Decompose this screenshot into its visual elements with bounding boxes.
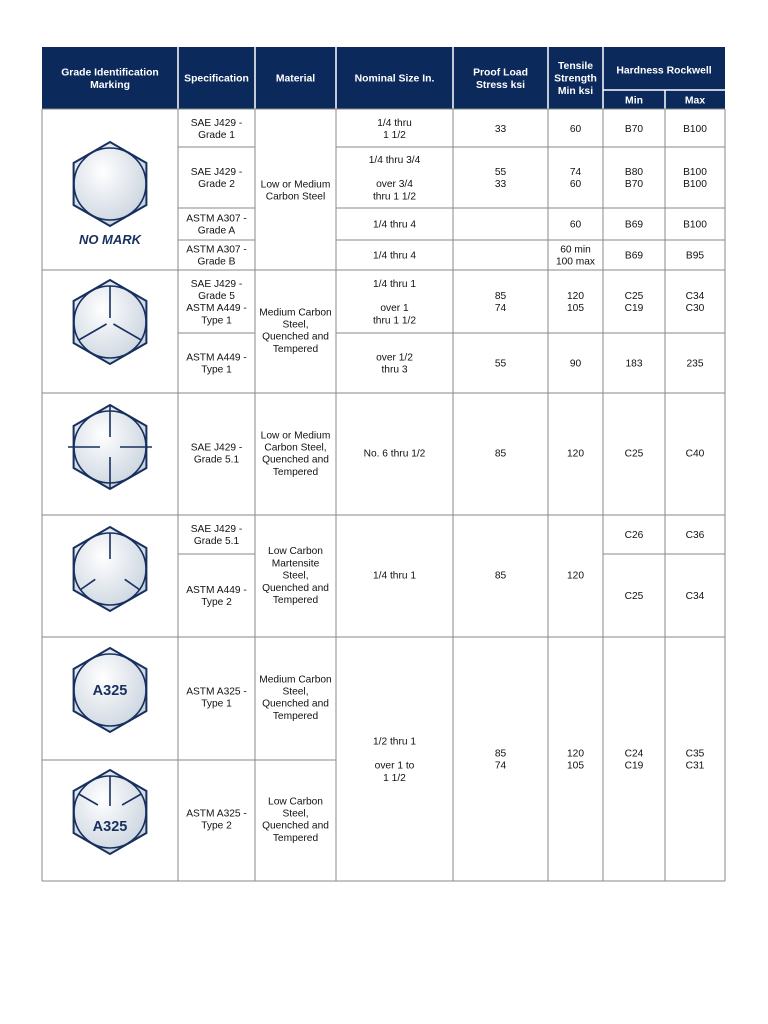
hardness-min-cell: C25 <box>624 290 644 302</box>
material-cell: Low Carbon <box>268 796 323 808</box>
hardness-max-cell: C36 <box>685 530 705 542</box>
material-cell: Quenched and <box>262 331 329 343</box>
hardness-min-cell: B80 <box>624 166 644 178</box>
specification-cell: Type 1 <box>201 364 232 376</box>
material-cell: Carbon Steel <box>265 191 326 203</box>
specification-cell: Grade 5.1 <box>193 536 240 548</box>
nominal-size-cell: over 1 to <box>374 760 415 772</box>
specification-cell: ASTM A449 - <box>186 584 247 596</box>
nominal-size-cell: 1 1/2 <box>383 130 406 142</box>
hardness-min-cell: C19 <box>624 760 644 772</box>
nominal-size-cell: over 1/2 <box>376 352 413 364</box>
header-proof-load: Stress ksi <box>475 79 526 91</box>
specification-cell: ASTM A307 - <box>186 213 247 225</box>
specification-cell: Grade A <box>197 225 236 237</box>
specification-cell: Type 2 <box>201 820 232 832</box>
hardness-min-cell: C24 <box>624 748 644 760</box>
tensile-cell: 120 <box>567 570 584 582</box>
tensile-cell: 105 <box>567 760 584 772</box>
specification-cell: SAE J429 - <box>190 278 243 290</box>
nominal-size-cell: 1/4 thru 1 <box>372 278 417 290</box>
proof-load-cell: 85 <box>494 570 507 582</box>
bolt-head-hex-icon <box>74 142 147 226</box>
material-cell: Quenched and <box>262 820 329 832</box>
material-cell: Quenched and <box>262 582 329 594</box>
proof-load-cell: 55 <box>494 166 507 178</box>
hardness-min-cell: C26 <box>624 530 644 542</box>
tensile-cell: 120 <box>567 448 584 460</box>
header-tensile-strength: Tensile <box>557 61 594 73</box>
a325-mark-label: A325 <box>92 819 128 835</box>
hardness-max-cell: C34 <box>685 591 705 603</box>
nominal-size-cell: thru 3 <box>381 364 408 376</box>
material-cell: Quenched and <box>262 698 329 710</box>
tensile-cell: 120 <box>567 290 584 302</box>
header-specification: Specification <box>184 73 249 85</box>
nominal-size-cell: thru 1 1/2 <box>372 315 417 327</box>
material-cell: Low or Medium <box>260 430 331 442</box>
header-nominal-size: Nominal Size In. <box>354 73 435 85</box>
nominal-size-cell: over 1 <box>380 303 409 315</box>
header-tensile-strength: Strength <box>554 73 597 85</box>
material-cell: Medium Carbon <box>259 307 332 319</box>
material-cell: Steel, <box>282 570 309 582</box>
specification-cell: Grade 1 <box>198 130 235 142</box>
header-material: Material <box>275 73 316 85</box>
proof-load-cell: 33 <box>494 179 507 191</box>
hardness-min-cell: C25 <box>624 448 644 460</box>
hardness-max-cell: B100 <box>683 179 707 191</box>
specification-cell: Type 2 <box>201 597 232 609</box>
header-hardness-rockwell: Hardness Rockwell <box>616 65 712 77</box>
material-cell: Low Carbon <box>268 546 323 558</box>
specification-cell: ASTM A307 - <box>186 244 247 256</box>
material-cell: Tempered <box>272 832 319 844</box>
nominal-size-cell: over 3/4 <box>376 179 413 191</box>
hardness-max-cell: 235 <box>686 358 704 370</box>
nominal-size-cell: thru 1 1/2 <box>372 191 417 203</box>
header-hardness-min: Min <box>625 95 643 107</box>
specification-cell: ASTM A325 - <box>186 808 247 820</box>
tensile-cell: 105 <box>567 303 584 315</box>
proof-load-cell: 85 <box>494 290 507 302</box>
proof-load-cell: 85 <box>494 448 507 460</box>
hardness-max-cell: B100 <box>683 219 707 231</box>
specification-cell: Grade 2 <box>198 179 235 191</box>
tensile-cell: 60 <box>569 179 582 191</box>
specification-cell: ASTM A449 - <box>186 352 247 364</box>
nominal-size-cell: 1/4 thru 4 <box>372 250 417 262</box>
nominal-size-cell: 1/4 thru <box>377 117 412 129</box>
hardness-min-cell: B69 <box>624 250 644 262</box>
material-cell: Tempered <box>272 466 319 478</box>
proof-load-cell: 74 <box>494 760 507 772</box>
specification-cell: Grade B <box>197 256 236 268</box>
hardness-max-cell: B100 <box>683 124 707 136</box>
material-cell: Steel, <box>282 808 309 820</box>
header-hardness-max: Max <box>684 95 706 107</box>
material-cell: Medium Carbon <box>259 674 332 686</box>
proof-load-cell: 74 <box>494 303 507 315</box>
material-cell: Tempered <box>272 343 319 355</box>
specification-cell: SAE J429 - <box>190 117 243 129</box>
tensile-cell: 90 <box>569 358 582 370</box>
proof-load-cell: 33 <box>494 124 507 136</box>
material-cell: Carbon Steel, <box>264 442 327 454</box>
nominal-size-cell: 1/4 thru 4 <box>372 219 417 231</box>
hardness-min-cell: B69 <box>624 219 644 231</box>
hardness-min-cell: 183 <box>625 358 643 370</box>
hardness-max-cell: C34 <box>685 290 705 302</box>
header-grade-identification: Grade Identification <box>61 67 159 79</box>
specification-cell: Type 1 <box>201 698 232 710</box>
specification-cell: SAE J429 - <box>190 166 243 178</box>
specification-cell: ASTM A449 - <box>186 303 247 315</box>
tensile-cell: 60 min <box>560 244 591 256</box>
specification-cell: Type 1 <box>201 315 232 327</box>
proof-load-cell: 85 <box>494 748 507 760</box>
hardness-max-cell: C40 <box>685 448 705 460</box>
specification-cell: ASTM A325 - <box>186 686 247 698</box>
nominal-size-cell: 1/2 thru 1 <box>372 736 417 748</box>
hardness-max-cell: C31 <box>685 760 705 772</box>
specification-cell: Grade 5 <box>198 290 235 302</box>
material-cell: Quenched and <box>262 454 329 466</box>
specification-cell: Grade 5.1 <box>193 454 240 466</box>
hardness-min-cell: C25 <box>624 591 644 603</box>
hardness-max-cell: B100 <box>683 166 707 178</box>
header-grade-identification: Marking <box>90 79 130 91</box>
material-cell: Tempered <box>272 594 319 606</box>
tensile-cell: 100 max <box>555 256 596 268</box>
hardness-max-cell: C30 <box>685 303 705 315</box>
no-mark-label: NO MARK <box>78 232 142 247</box>
proof-load-cell: 55 <box>494 358 507 370</box>
nominal-size-cell: 1 1/2 <box>383 772 406 784</box>
material-cell: Low or Medium <box>260 179 331 191</box>
nominal-size-cell: 1/4 thru 1 <box>372 570 417 582</box>
header-proof-load: Proof Load <box>473 67 528 79</box>
material-cell: Tempered <box>272 710 319 722</box>
a325-mark-label: A325 <box>92 683 128 699</box>
tensile-cell: 74 <box>569 166 582 178</box>
material-cell: Steel, <box>282 686 309 698</box>
material-cell: Martensite <box>271 558 320 570</box>
tensile-cell: 60 <box>569 219 582 231</box>
hardness-max-cell: C35 <box>685 748 705 760</box>
hardness-min-cell: B70 <box>624 179 644 191</box>
hardness-min-cell: C19 <box>624 303 644 315</box>
hardness-min-cell: B70 <box>624 124 644 136</box>
tensile-cell: 60 <box>569 124 582 136</box>
specification-cell: SAE J429 - <box>190 523 243 535</box>
specification-cell: SAE J429 - <box>190 442 243 454</box>
header-tensile-strength: Min ksi <box>557 86 594 98</box>
tensile-cell: 120 <box>567 748 584 760</box>
nominal-size-cell: No. 6 thru 1/2 <box>363 448 426 460</box>
material-cell: Steel, <box>282 319 309 331</box>
nominal-size-cell: 1/4 thru 3/4 <box>368 154 421 166</box>
hardness-max-cell: B95 <box>685 250 705 262</box>
